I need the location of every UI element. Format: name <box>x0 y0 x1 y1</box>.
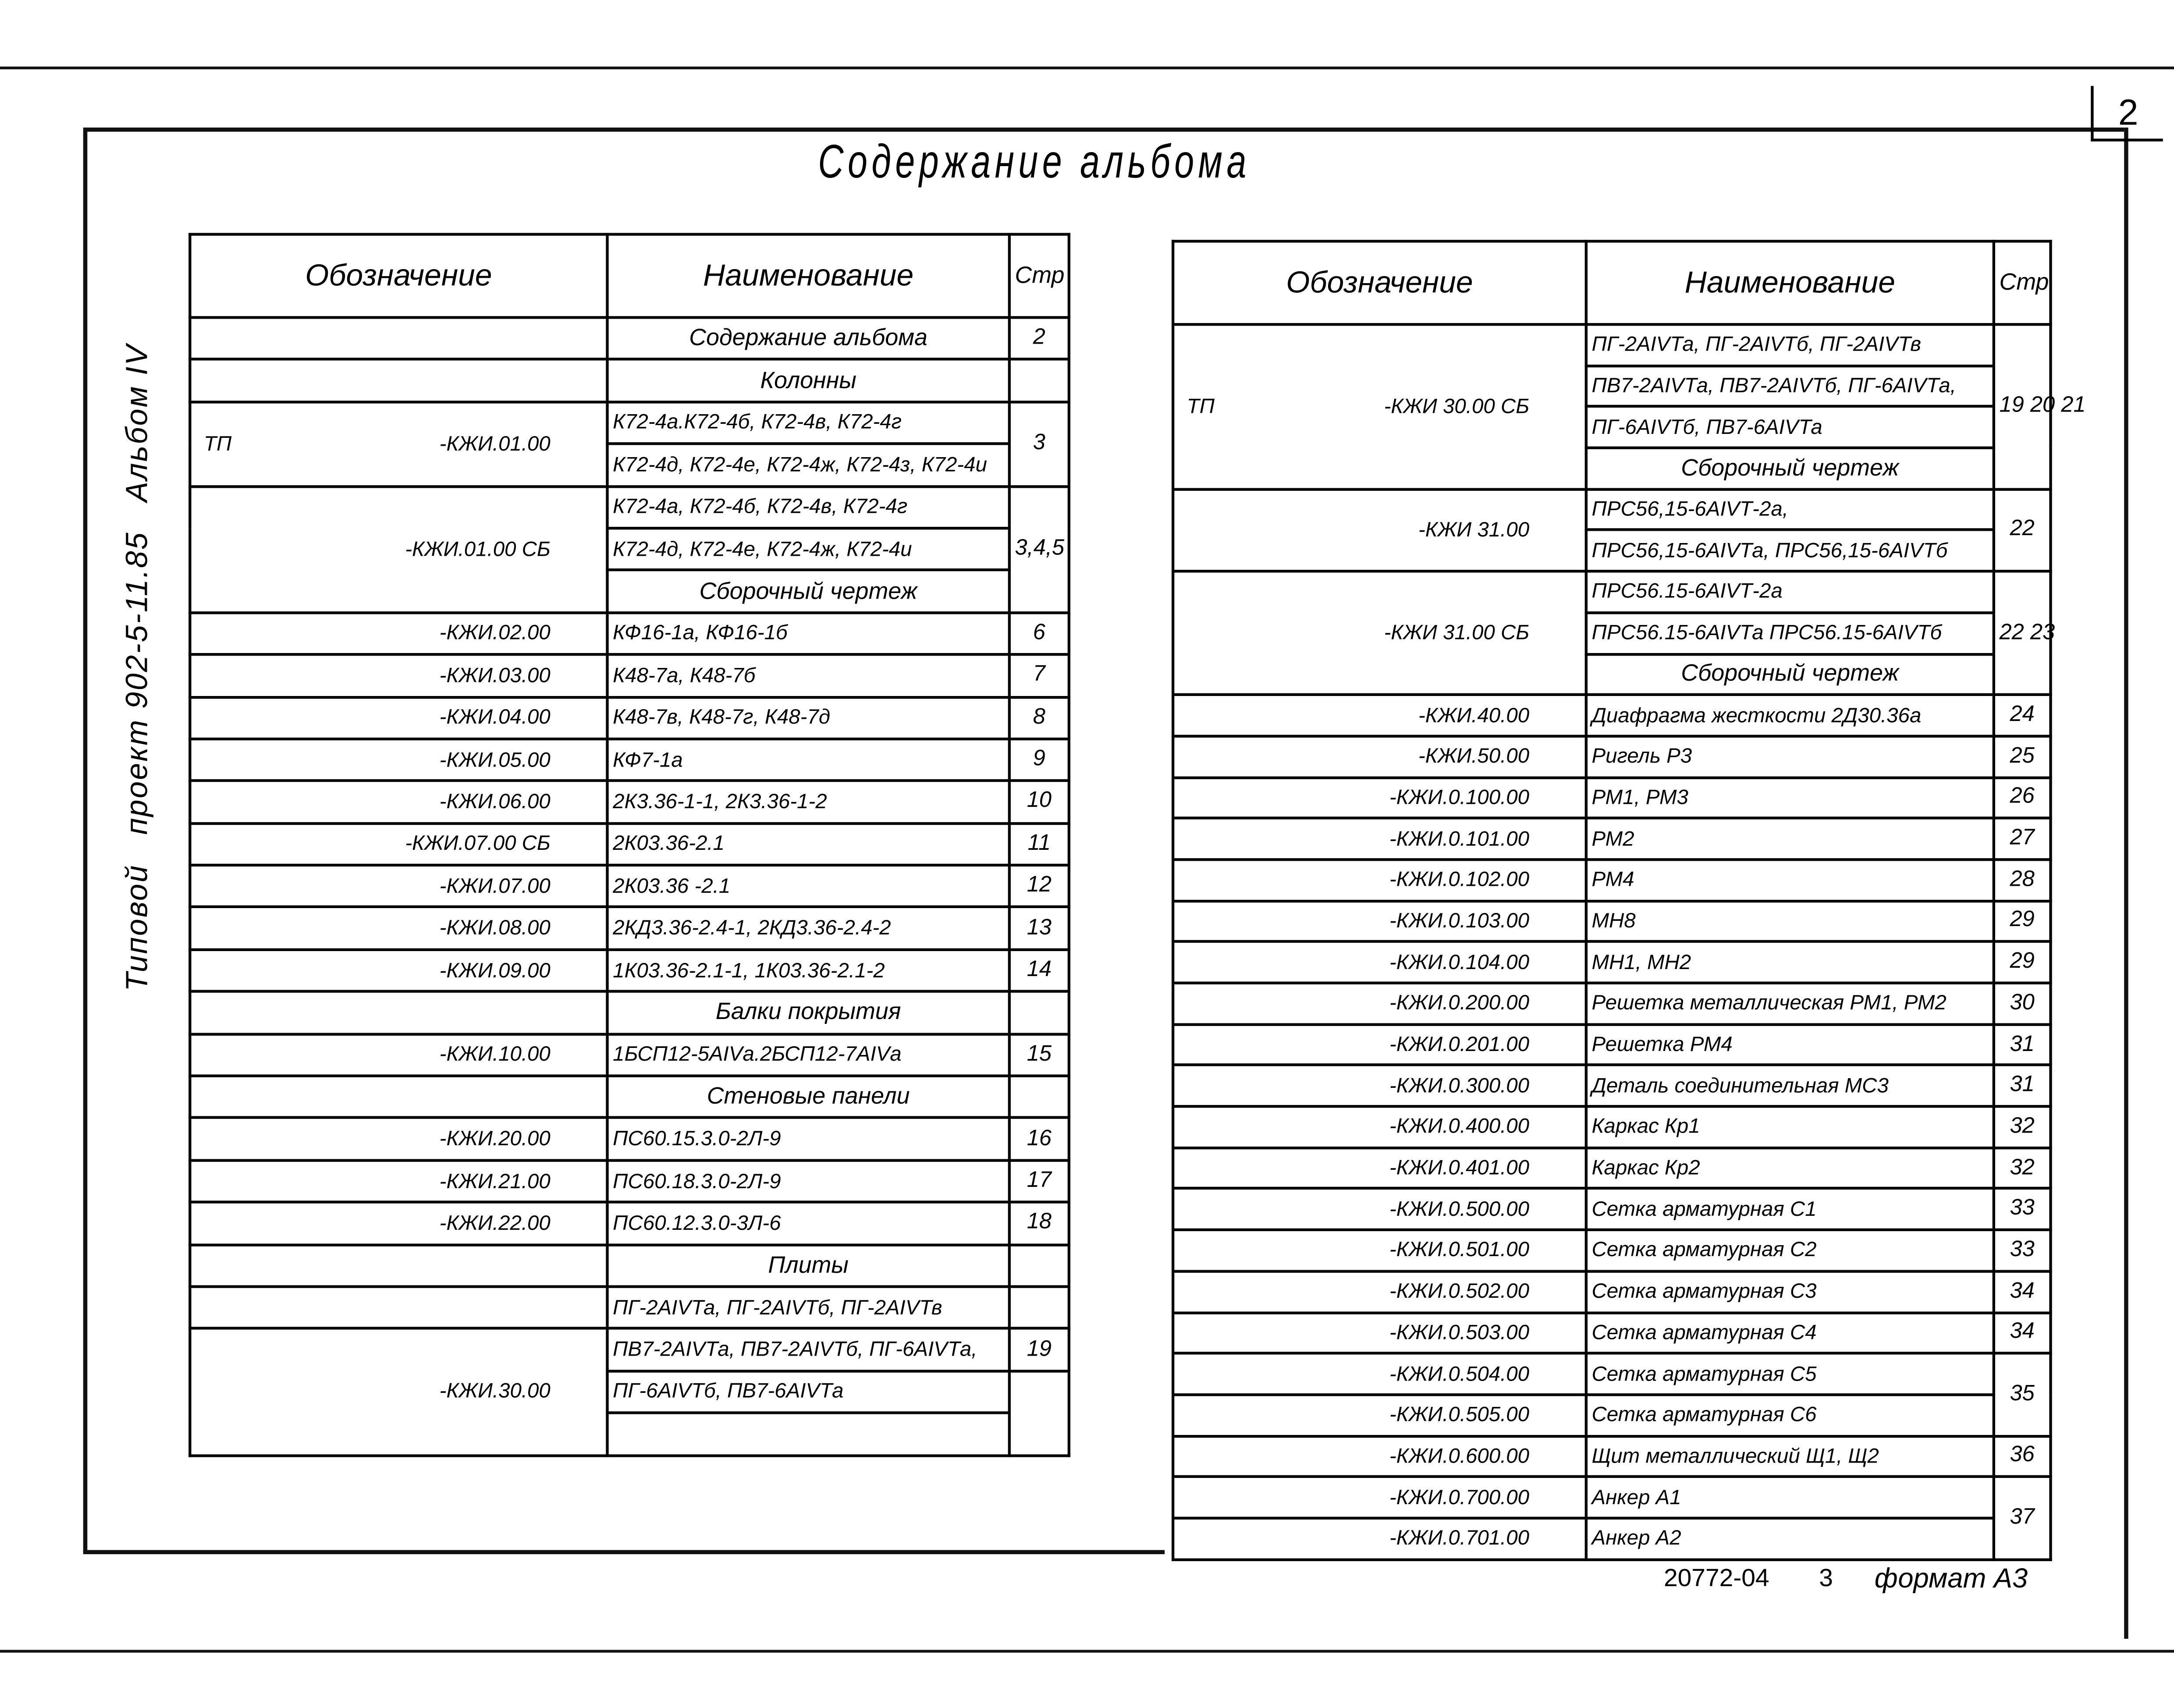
table-row <box>1173 1395 2050 1436</box>
table-row <box>190 1244 1069 1286</box>
row-code <box>1173 777 1586 818</box>
row-name <box>607 1413 1009 1455</box>
row-page: 19 <box>1009 1329 1069 1371</box>
table-row <box>190 1202 1069 1244</box>
row-code <box>1173 324 1586 489</box>
footer-doc-number: 20772-04 <box>1663 1564 1769 1592</box>
row-name: Сетка арматурная С1 <box>1586 1189 1994 1230</box>
row-page <box>1009 1371 1069 1455</box>
row-code <box>1173 1518 1586 1559</box>
row-code <box>190 360 607 402</box>
row-page: 35 <box>1994 1353 2051 1436</box>
row-name: Стеновые панели <box>607 1076 1009 1118</box>
row-page: 34 <box>1994 1312 2051 1353</box>
row-name: Ригель Р3 <box>1586 736 1994 777</box>
row-code <box>190 949 607 991</box>
row-code-text: -КЖИ.0.501.00 <box>1389 1239 1530 1263</box>
table-row <box>190 1160 1069 1202</box>
row-name: ПВ7-2АIVТа, ПВ7-2АIVТб, ПГ-6АIVТа, <box>1586 366 1994 407</box>
table-row <box>1173 983 2050 1024</box>
row-page: 22 <box>1994 489 2051 572</box>
table-row <box>1173 1271 2050 1312</box>
row-name: К48-7а, К48-7б <box>607 654 1009 696</box>
row-name: Сетка арматурная С3 <box>1586 1271 1994 1312</box>
table-row <box>1173 777 2050 818</box>
row-name: 2КД3.36-2.4-1, 2КД3.36-2.4-2 <box>607 907 1009 949</box>
table-row <box>190 949 1069 991</box>
row-page: 37 <box>1994 1477 2051 1559</box>
table-row <box>1173 1065 2050 1107</box>
bottom-border-line <box>0 1650 2174 1652</box>
row-name: КФ7-1а <box>607 739 1009 781</box>
row-name: К72-4а.К72-4б, К72-4в, К72-4г <box>607 402 1009 444</box>
row-code-text: -КЖИ.0.502.00 <box>1389 1280 1530 1303</box>
row-code-text: -КЖИ.10.00 <box>439 1043 551 1067</box>
row-name: КФ16-1а, КФ16-1б <box>607 612 1009 654</box>
row-code <box>190 1286 607 1328</box>
row-name: Решетка РМ4 <box>1586 1024 1994 1065</box>
row-code-text: -КЖИ.04.00 <box>439 706 551 730</box>
side-label <box>119 324 155 991</box>
table-row <box>1173 1312 2050 1353</box>
row-page: 29 <box>1994 901 2051 942</box>
row-code-text: -КЖИ.01.00 <box>439 432 551 456</box>
footer-sheet: 3 <box>1819 1564 1833 1592</box>
row-page <box>1009 1244 1069 1286</box>
row-code <box>190 1076 607 1118</box>
row-page: 8 <box>1009 697 1069 739</box>
row-code-text: -КЖИ.0.104.00 <box>1389 950 1530 974</box>
row-page <box>1009 1286 1069 1328</box>
row-code <box>1173 1107 1586 1148</box>
table-row <box>1173 1024 2050 1065</box>
row-name: Каркас Кр2 <box>1586 1147 1994 1189</box>
row-code <box>190 402 607 486</box>
row-code <box>1173 489 1586 572</box>
row-code <box>190 823 607 865</box>
row-prefix: ТП <box>1186 395 1215 419</box>
row-code-text: -КЖИ.06.00 <box>439 790 551 814</box>
table-row <box>1173 1189 2050 1230</box>
row-code-text: -КЖИ.0.100.00 <box>1389 786 1530 810</box>
row-name: ПРС56.15-6АIVТа ПРС56.15-6АIVТб <box>1586 613 1994 654</box>
row-page: 9 <box>1009 739 1069 781</box>
row-code <box>1173 1477 1586 1518</box>
table-row <box>190 823 1069 865</box>
row-code <box>1173 1312 1586 1353</box>
row-code <box>1173 1436 1586 1477</box>
row-page: 19 20 21 <box>1994 324 2051 489</box>
row-name: МН8 <box>1586 901 1994 942</box>
header-name: Наименование <box>607 234 1009 318</box>
row-code <box>190 1202 607 1244</box>
table-row <box>1173 901 2050 942</box>
row-code <box>190 486 607 612</box>
row-name: ПС60.12.3.0-3Л-6 <box>607 1202 1009 1244</box>
row-name: РМ1, РМ3 <box>1586 777 1994 818</box>
row-name: Щит металлический Щ1, Щ2 <box>1586 1436 1994 1477</box>
row-code <box>190 317 607 359</box>
table-row <box>190 1034 1069 1076</box>
row-code-text: -КЖИ.0.503.00 <box>1389 1321 1530 1345</box>
table-row <box>190 317 1069 359</box>
row-name: ПГ-2АIVТа, ПГ-2АIVТб, ПГ-2АIVТв <box>607 1286 1009 1328</box>
row-code-text: -КЖИ.07.00 СБ <box>405 832 551 856</box>
row-page: 7 <box>1009 654 1069 696</box>
row-name: 2К03.36-2.1 <box>607 823 1009 865</box>
row-name: ПГ-2АIVТа, ПГ-2АIVТб, ПГ-2АIVТв <box>1586 324 1994 366</box>
row-page: 33 <box>1994 1230 2051 1271</box>
row-page: 29 <box>1994 942 2051 983</box>
row-name: Решетка металлическая РМ1, РМ2 <box>1586 983 1994 1024</box>
row-code-text: -КЖИ.0.700.00 <box>1389 1485 1530 1509</box>
row-page: 27 <box>1994 818 2051 859</box>
row-page: 14 <box>1009 949 1069 991</box>
contents-table-right <box>1172 240 2086 1560</box>
row-name: ПС60.15.3.0-2Л-9 <box>607 1118 1009 1160</box>
table-row <box>1173 1107 2050 1148</box>
row-code <box>1173 572 1586 695</box>
row-code-text: -КЖИ.50.00 <box>1418 745 1530 769</box>
row-code-text: -КЖИ.0.600.00 <box>1389 1444 1530 1468</box>
row-code <box>1173 818 1586 859</box>
table-row <box>1173 324 2050 366</box>
row-page: 28 <box>1994 859 2051 901</box>
table-row <box>190 1286 1069 1328</box>
row-code-text: -КЖИ.20.00 <box>439 1127 551 1151</box>
row-name: Содержание альбома <box>607 317 1009 359</box>
row-code <box>190 865 607 907</box>
row-page: 10 <box>1009 781 1069 823</box>
row-code <box>1173 695 1586 736</box>
row-code <box>190 992 607 1034</box>
row-page: 36 <box>1994 1436 2051 1477</box>
row-code-text: -КЖИ.30.00 <box>439 1380 551 1404</box>
row-name: ПГ-6АIVТб, ПВ7-6АIVТа <box>1586 407 1994 448</box>
table-row <box>190 1076 1069 1118</box>
table-row <box>190 1329 1069 1371</box>
row-page: 24 <box>1994 695 2051 736</box>
table-row <box>1173 1147 2050 1189</box>
row-name: Анкер А2 <box>1586 1518 1994 1559</box>
header-page: Стр <box>1009 234 1069 318</box>
header-code: Обозначение <box>190 234 607 318</box>
row-code-text: -КЖИ.0.401.00 <box>1389 1156 1530 1180</box>
table-row <box>1173 1518 2050 1559</box>
table-row <box>190 486 1069 528</box>
table-row <box>1173 736 2050 777</box>
table-row <box>190 1118 1069 1160</box>
row-page: 33 <box>1994 1189 2051 1230</box>
row-code <box>190 781 607 823</box>
row-name: Диафрагма жесткости 2Д30.36а <box>1586 695 1994 736</box>
row-page: 22 23 <box>1994 572 2051 695</box>
row-name: К72-4д, К72-4е, К72-4ж, К72-4з, К72-4и <box>607 444 1009 486</box>
row-page: 26 <box>1994 777 2051 818</box>
side-album: Альбом IV <box>119 343 154 502</box>
table-row <box>1173 489 2050 530</box>
row-code <box>1173 1189 1586 1230</box>
row-code <box>1173 901 1586 942</box>
table-row <box>190 992 1069 1034</box>
row-code <box>1173 1230 1586 1271</box>
row-name: 1К03.36-2.1-1, 1К03.36-2.1-2 <box>607 949 1009 991</box>
table-row <box>1173 695 2050 736</box>
row-name: Сборочный чертеж <box>1586 653 1994 695</box>
row-code-text: -КЖИ.03.00 <box>439 664 551 688</box>
table-row <box>190 360 1069 402</box>
row-page: 11 <box>1009 823 1069 865</box>
page-title: Содержание альбома <box>818 136 1250 189</box>
row-code-text: -КЖИ 31.00 <box>1418 518 1530 542</box>
row-name: К72-4д, К72-4е, К72-4ж, К72-4и <box>607 528 1009 570</box>
row-code <box>190 1118 607 1160</box>
table-row <box>190 907 1069 949</box>
row-code <box>190 739 607 781</box>
row-name: К48-7в, К48-7г, К48-7д <box>607 697 1009 739</box>
row-name: 2К03.36 -2.1 <box>607 865 1009 907</box>
table-row <box>1173 1436 2050 1477</box>
row-code <box>190 1329 607 1455</box>
row-code <box>1173 1147 1586 1189</box>
side-type: Типовой <box>119 864 154 991</box>
row-code-text: -КЖИ.22.00 <box>439 1211 551 1236</box>
row-code-text: -КЖИ.0.101.00 <box>1389 827 1530 851</box>
row-code-text: -КЖИ.09.00 <box>439 959 551 983</box>
row-page: 6 <box>1009 612 1069 654</box>
frame-bottom <box>83 1550 1165 1554</box>
row-prefix: ТП <box>204 432 232 456</box>
row-code-text: -КЖИ.0.103.00 <box>1389 909 1530 933</box>
row-code-text: -КЖИ.0.300.00 <box>1389 1074 1530 1098</box>
row-code <box>190 612 607 654</box>
row-name: Сборочный чертеж <box>607 570 1009 612</box>
row-code-text: -КЖИ.08.00 <box>439 916 551 941</box>
table-row <box>190 654 1069 696</box>
footer-format: формат А3 <box>1874 1564 2028 1594</box>
row-code-text: -КЖИ 30.00 СБ <box>1384 395 1530 419</box>
row-code-text: -КЖИ.05.00 <box>439 748 551 772</box>
row-code <box>1173 1065 1586 1107</box>
table-row <box>190 402 1069 444</box>
row-name: РМ2 <box>1586 818 1994 859</box>
table-row <box>1173 1477 2050 1518</box>
frame-top <box>86 128 2124 131</box>
row-name: ПС60.18.3.0-2Л-9 <box>607 1160 1009 1202</box>
table-row <box>190 865 1069 907</box>
row-name: Балки покрытия <box>607 992 1009 1034</box>
table-row <box>1173 1353 2050 1395</box>
row-code-text: -КЖИ.02.00 <box>439 621 551 646</box>
row-code-text: -КЖИ.0.505.00 <box>1389 1403 1530 1427</box>
row-page: 2 <box>1009 317 1069 359</box>
row-page: 12 <box>1009 865 1069 907</box>
row-code <box>1173 1395 1586 1436</box>
row-code <box>1173 736 1586 777</box>
header-name: Наименование <box>1586 241 1994 324</box>
row-page <box>1009 1076 1069 1118</box>
row-code-text: -КЖИ.0.504.00 <box>1389 1362 1530 1386</box>
row-name: ПРС56,15-6АIVТ-2а, <box>1586 489 1994 530</box>
sheet-number: 2 <box>2091 86 2163 142</box>
row-code <box>190 1244 607 1286</box>
row-code-text: -КЖИ.07.00 <box>439 874 551 898</box>
header-code: Обозначение <box>1173 241 1586 324</box>
row-name: Сетка арматурная С4 <box>1586 1312 1994 1353</box>
row-page: 3 <box>1009 402 1069 486</box>
row-page <box>1009 360 1069 402</box>
row-code <box>190 907 607 949</box>
row-name: ПГ-6АIVТб, ПВ7-6АIVТа <box>607 1371 1009 1413</box>
row-page: 16 <box>1009 1118 1069 1160</box>
row-code <box>1173 859 1586 901</box>
row-name: Сборочный чертеж <box>1586 448 1994 489</box>
row-name: Деталь соединительная МС3 <box>1586 1065 1994 1107</box>
row-page: 34 <box>1994 1271 2051 1312</box>
row-name: Сетка арматурная С2 <box>1586 1230 1994 1271</box>
row-code-text: -КЖИ.40.00 <box>1418 703 1530 728</box>
row-code <box>1173 983 1586 1024</box>
frame-left <box>83 128 87 1553</box>
row-name: Сетка арматурная С6 <box>1586 1395 1994 1436</box>
row-code-text: -КЖИ.01.00 СБ <box>405 537 551 561</box>
row-code-text: -КЖИ.0.102.00 <box>1389 868 1530 892</box>
table-row <box>1173 942 2050 983</box>
row-page: 31 <box>1994 1065 2051 1107</box>
row-page: 13 <box>1009 907 1069 949</box>
row-code-text: -КЖИ.0.200.00 <box>1389 991 1530 1016</box>
row-name: 1БСП12-5АIVа.2БСП12-7АIVа <box>607 1034 1009 1076</box>
row-code-text: -КЖИ 31.00 СБ <box>1384 621 1530 645</box>
row-code-text: -КЖИ.0.500.00 <box>1389 1197 1530 1222</box>
row-code <box>1173 942 1586 983</box>
table-row <box>1173 1230 2050 1271</box>
row-page: 18 <box>1009 1202 1069 1244</box>
table-row <box>1173 818 2050 859</box>
row-name: ПРС56.15-6АIVТ-2а <box>1586 572 1994 613</box>
row-code-text: -КЖИ.21.00 <box>439 1169 551 1193</box>
row-code-text: -КЖИ.0.400.00 <box>1389 1115 1530 1139</box>
row-code <box>190 1034 607 1076</box>
table-row <box>190 612 1069 654</box>
row-page: 17 <box>1009 1160 1069 1202</box>
row-code <box>1173 1271 1586 1312</box>
row-name: К72-4а, К72-4б, К72-4в, К72-4г <box>607 486 1009 528</box>
contents-table-left <box>188 233 1070 1456</box>
row-name: Сетка арматурная С5 <box>1586 1353 1994 1395</box>
frame-right <box>2124 128 2128 1639</box>
row-name: РМ4 <box>1586 859 1994 901</box>
top-border-line <box>0 67 2174 69</box>
row-code <box>190 697 607 739</box>
row-page: 32 <box>1994 1107 2051 1148</box>
row-name: 2К3.36-1-1, 2К3.36-1-2 <box>607 781 1009 823</box>
row-name: Анкер А1 <box>1586 1477 1994 1518</box>
row-name: МН1, МН2 <box>1586 942 1994 983</box>
row-page <box>1009 992 1069 1034</box>
row-page: 32 <box>1994 1147 2051 1189</box>
row-code <box>190 654 607 696</box>
row-page: 30 <box>1994 983 2051 1024</box>
table-row <box>190 781 1069 823</box>
row-code-text: -КЖИ.0.701.00 <box>1389 1527 1530 1551</box>
row-name: ПРС56,15-6АIVТа, ПРС56,15-6АIVТб <box>1586 530 1994 572</box>
row-code <box>1173 1353 1586 1395</box>
row-name: Плиты <box>607 1244 1009 1286</box>
row-name: ПВ7-2АIVТа, ПВ7-2АIVТб, ПГ-6АIVТа, <box>607 1329 1009 1371</box>
row-page: 3,4,5 <box>1009 486 1069 612</box>
row-name: Колонны <box>607 360 1009 402</box>
row-page: 15 <box>1009 1034 1069 1076</box>
header-page: Стр <box>1994 241 2051 324</box>
table-row <box>1173 859 2050 901</box>
row-code <box>1173 1024 1586 1065</box>
side-project: проект 902-5-11.85 <box>119 531 154 835</box>
table-row <box>190 697 1069 739</box>
row-code-text: -КЖИ.0.201.00 <box>1389 1033 1530 1057</box>
row-page: 31 <box>1994 1024 2051 1065</box>
row-name: Каркас Кр1 <box>1586 1107 1994 1148</box>
table-row <box>1173 572 2050 613</box>
table-row <box>190 739 1069 781</box>
row-page: 25 <box>1994 736 2051 777</box>
row-code <box>190 1160 607 1202</box>
